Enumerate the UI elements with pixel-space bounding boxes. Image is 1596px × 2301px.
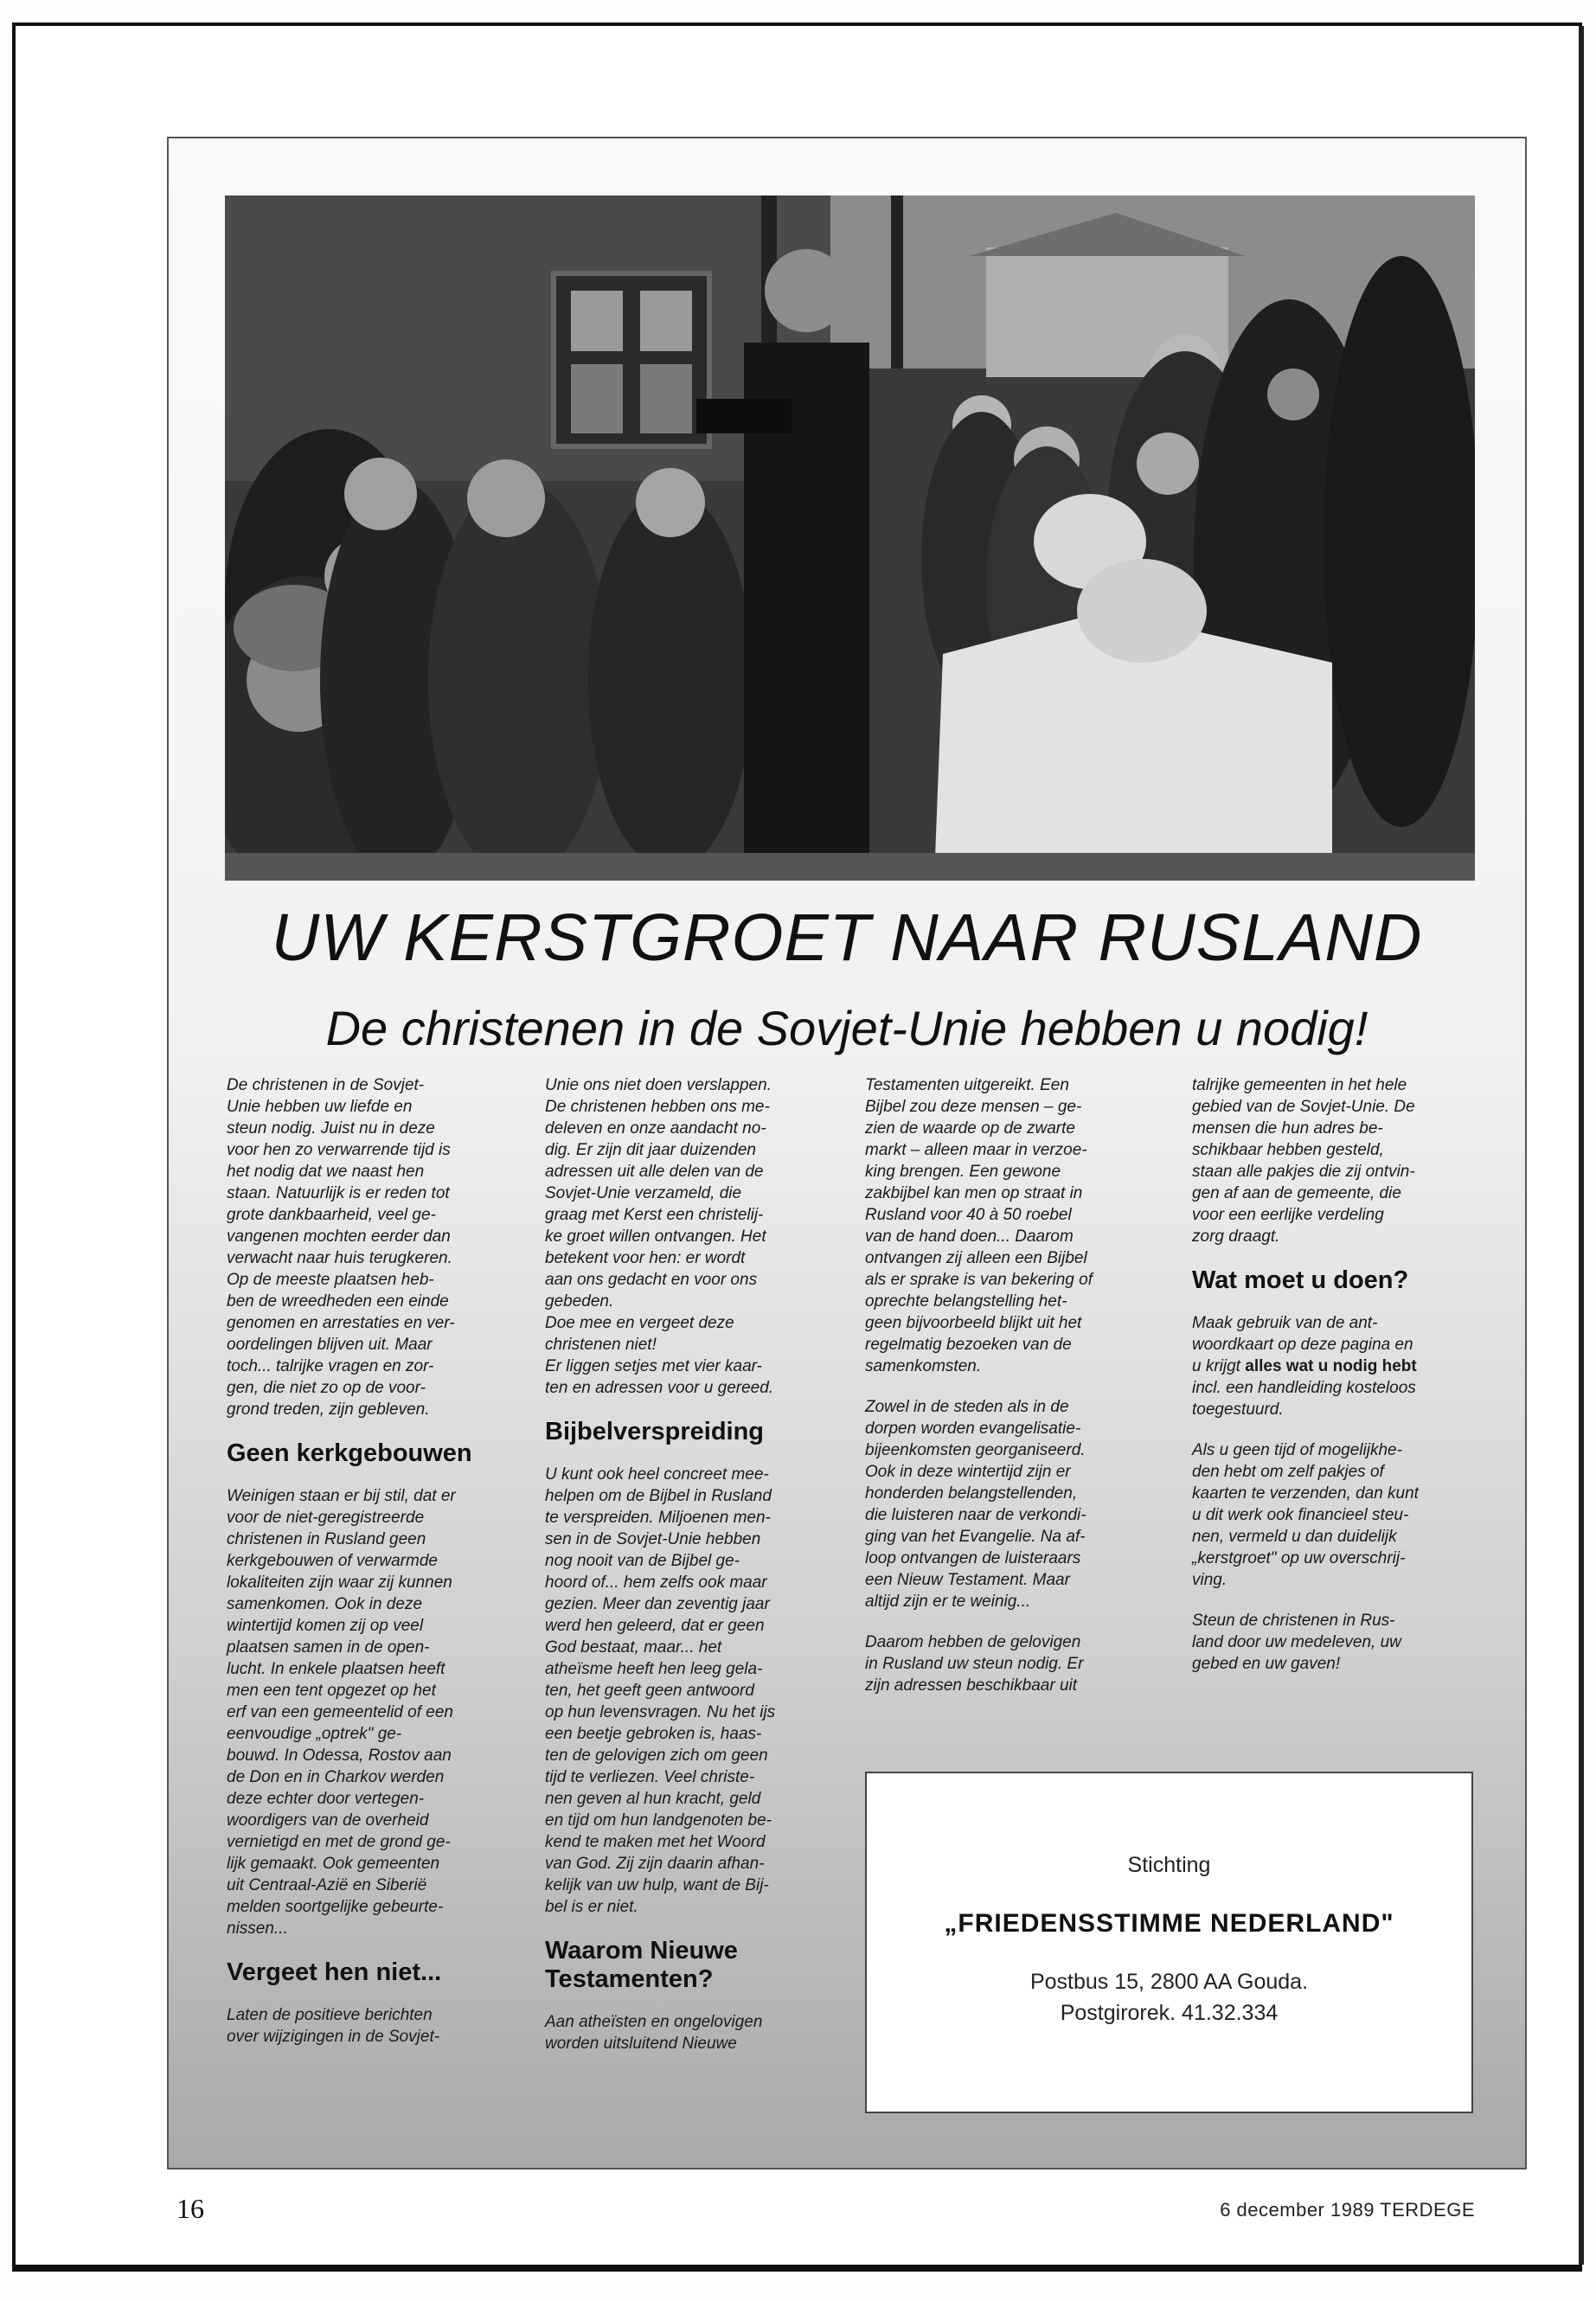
section-heading: Geen kerkgebouwen — [227, 1439, 472, 1467]
paragraph: De christenen in de Sovjet- Unie hebben uw liefde en steun nodig. Juist nu in deze voor hen zo verwarrende tijd is het nodig dat we naast hen staan. Natuurlijk is er reden tot grote dankbaarheid, veel ge- vangenen mochten eerder dan verwacht naar huis terugkeren. Op de meeste plaatsen heb- ben de wreedheden een einde genomen en arrestaties en ver- oordelingen blijven uit. Maar toch... talrijke vragen en zor- gen, die niet zo op de voor- grond treden, zijn gebleven. — [227, 1076, 455, 1419]
paragraph: Laten de positieve berichten over wijzigingen in de Sovjet- — [227, 2006, 440, 2046]
paragraph: Unie ons niet doen verslappen. De christenen hebben ons me- deleven en onze aandacht no- dig. Er zijn dit jaar duizenden adressen uit alle delen van de Sovjet-Unie verzameld, die graag met Kerst een christelij- ke groet willen ontvangen. Het betekent voor hen: er wordt aan ons gedacht en voor ons gebeden. Doe mee en vergeet deze christenen niet! Er liggen setjes met vier kaar- ten en adressen voor u gereed. — [545, 1076, 774, 1397]
paragraph: Zowel in de steden als in de dorpen worden evangelisatie- bijeenkomsten georganiseerd. Ook in deze wintertijd zijn er honderden belangstellenden, die luisteren naar de verkondi- ging van het Evangelie. Na af- loop ontvangen de luisteraars een Nieuw Testament. Maar altijd zijn er te weinig... — [865, 1398, 1086, 1611]
photo-illustration-icon — [225, 195, 1475, 881]
foundation-name: „FRIEDENSSTIMME NEDERLAND" — [944, 1909, 1394, 1938]
text-run: Maak gebruik van de ant- woordkaart op deze pagina en u krijgt — [1192, 1314, 1413, 1375]
paragraph: Steun de christenen in Rus- land door uw medeleven, uw gebed en uw gaven! — [1192, 1612, 1401, 1673]
text-run: incl. een handleiding kosteloos toegestuurd. — [1192, 1379, 1416, 1419]
paragraph: Aan atheïsten en ongelovigen worden uitsluitend Nieuwe — [545, 2013, 763, 2053]
address-line: Postbus 15, 2800 AA Gouda. — [1029, 1970, 1309, 1994]
section-heading: Bijbelverspreiding — [545, 1418, 765, 1445]
column-1 — [227, 1074, 525, 2067]
column-4 — [1192, 1074, 1486, 1694]
emphasis-text: alles wat u nodig hebt — [1245, 1357, 1417, 1375]
section-heading: Vergeet hen niet... — [227, 1958, 442, 1986]
column-2 — [545, 1074, 843, 2073]
foundation-label: Stichting — [1127, 1853, 1211, 1877]
photo-open-air-service — [225, 195, 1475, 881]
paragraph: U kunt ook heel concreet mee- helpen om de Bijbel in Rusland te verspreiden. Miljoenen men- sen in de Sovjet-Unie hebben nog nooit van de Bijbel ge- hoord of... hem zelfs ook maar gezien. Meer dan zeventig jaar werd hen geleerd, dat er geen God bestaat, maar... het atheïsme heeft hen leeg gela- ten, het geeft geen antwoord op hun levensvragen. Nu het ijs een beetje gebroken is, haas- ten de gelovigen zich om geen tijd te verliezen. Veel christe- nen geven al hun kracht, geld en tijd om hun landgenoten be- kend te maken met het Woord van God. Zij zijn daarin afhan- kelijk van uw hulp, want de Bij- bel is er niet. — [545, 1465, 776, 1916]
postal-address — [867, 1966, 1471, 2029]
paragraph: talrijke gemeenten in het hele gebied van de Sovjet-Unie. De mensen die hun adres be- schikbaar hebben gesteld, staan alle pakjes die zij ontvin- gen af aan de gemeente, die voor een eerlijke verdeling zorg draagt. — [1192, 1076, 1415, 1246]
address-box — [865, 1772, 1473, 2113]
column-3 — [865, 1074, 1163, 1715]
article-panel — [167, 137, 1527, 2170]
paragraph: Testamenten uitgereikt. Een Bijbel zou deze mensen – ge- zien de waarde op de zwarte markt – alleen maar in verzoe- king brengen. Een gewone zakbijbel kan men op straat in Rusland voor 40 à 50 roebel van de hand doen... Daarom ontvangen zij alleen een Bijbel als er sprake is van bekering of oprechte belangstelling het- geen bijvoorbeeld blijkt uit het regelmatig bezoeken van de samenkomsten. — [865, 1076, 1093, 1375]
giro-line: Postgirorek. 41.32.334 — [1060, 2001, 1279, 2025]
page-number: 16 — [176, 2193, 204, 2224]
dateline: 6 december 1989 TERDEGE — [1220, 2199, 1475, 2221]
section-heading: Waarom Nieuwe Testamenten? — [545, 1937, 738, 1993]
paragraph: Weinigen staan er bij stil, dat er voor de niet-geregistreerde christenen in Rusland geen kerkgebouwen of verwarmde lokaliteiten zijn waar zij kunnen samenkomen. Ook in deze wintertijd komen zij op veel plaatsen samen in de open- lucht. In enkele plaatsen heeft men een tent opgezet op het erf van een gemeentelid of een eenvoudige „optrek" ge- bouwd. In Odessa, Rostov aan de Don en in Charkov werden deze echter door vertegen- woordigers van de overheid vernietigd en met de grond ge- lijk gemaakt. Ook gemeenten uit Centraal-Azië en Siberië melden soortgelijke gebeurte- nissen... — [227, 1487, 456, 1938]
headline: UW KERSTGROET NAAR RUSLAND — [271, 901, 1423, 975]
subheadline: De christenen in de Sovjet-Unie hebben u nodig! — [325, 1001, 1368, 1055]
paragraph: Daarom hebben de gelovigen in Rusland uw steun nodig. Er zijn adressen beschikbaar uit — [865, 1633, 1084, 1695]
page-frame — [12, 22, 1582, 2272]
paragraph — [1192, 1312, 1486, 1420]
section-heading: Wat moet u doen? — [1192, 1266, 1409, 1294]
paragraph: Als u geen tijd of mogelijkhe- den hebt om zelf pakjes of kaarten te verzenden, dan kunt u dit werk ook financieel steu- nen, vermeld u dan duidelijk „kerstgroet" op uw overschrij- ving. — [1192, 1441, 1419, 1589]
